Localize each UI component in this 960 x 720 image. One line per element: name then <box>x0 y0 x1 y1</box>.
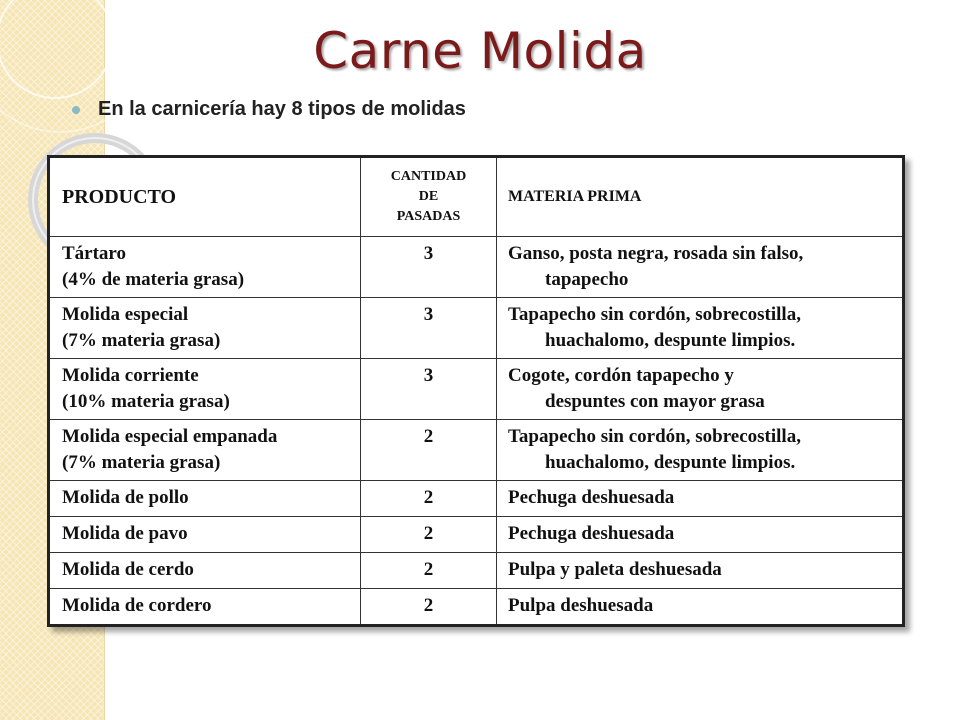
table-row <box>49 420 904 481</box>
cell-producto: Molida de cordero <box>49 589 361 626</box>
cell-producto <box>49 359 361 420</box>
cell-materia: Pechuga deshuesada <box>497 517 904 553</box>
table-row <box>49 237 904 298</box>
table-row <box>49 589 904 626</box>
cell-pasadas: 2 <box>361 589 497 626</box>
cell-materia <box>497 298 904 359</box>
header-cantidad-line: DE <box>418 189 439 204</box>
materia-line: huachalomo, despunte limpios. <box>545 452 796 473</box>
producto-note: (7% materia grasa) <box>62 452 221 473</box>
producto-note: (10% materia grasa) <box>62 391 230 412</box>
cell-materia: Pulpa y paleta deshuesada <box>497 553 904 589</box>
producto-name: Molida especial empanada <box>62 426 278 447</box>
producto-note: (7% materia grasa) <box>62 330 221 351</box>
producto-name: Tártaro <box>62 243 127 264</box>
cell-materia: Pechuga deshuesada <box>497 481 904 517</box>
materia-line: despuntes con mayor grasa <box>545 391 765 412</box>
header-cantidad <box>361 157 497 237</box>
table-row <box>49 553 904 589</box>
producto-name: Molida corriente <box>62 365 199 386</box>
cell-materia: Pulpa deshuesada <box>497 589 904 626</box>
cell-pasadas: 2 <box>361 420 497 481</box>
header-producto: PRODUCTO <box>49 157 361 237</box>
producto-note: (4% de materia grasa) <box>62 269 245 290</box>
cell-pasadas: 3 <box>361 359 497 420</box>
bullet-text: En la carnicería hay 8 tipos de molidas <box>98 98 466 120</box>
materia-line: huachalomo, despunte limpios. <box>545 330 796 351</box>
cell-pasadas: 2 <box>361 481 497 517</box>
materia-line: Ganso, posta negra, rosada sin falso, <box>508 243 804 264</box>
slide-title: Carne Molida <box>313 22 647 80</box>
cell-pasadas: 3 <box>361 237 497 298</box>
cell-producto: Molida de pollo <box>49 481 361 517</box>
cell-materia <box>497 237 904 298</box>
materia-line: tapapecho <box>545 269 629 290</box>
cell-producto: Molida de pavo <box>49 517 361 553</box>
table-row <box>49 517 904 553</box>
bullet-point <box>72 98 466 121</box>
header-cantidad-line: CANTIDAD <box>390 169 467 184</box>
cell-producto: Molida de cerdo <box>49 553 361 589</box>
table-row <box>49 298 904 359</box>
header-materia-prima: MATERIA PRIMA <box>497 157 904 237</box>
table-row <box>49 481 904 517</box>
cell-producto <box>49 237 361 298</box>
cell-materia <box>497 359 904 420</box>
cell-pasadas: 2 <box>361 517 497 553</box>
materia-line: Cogote, cordón tapapecho y <box>508 365 734 386</box>
cell-producto <box>49 298 361 359</box>
cell-producto <box>49 420 361 481</box>
bullet-dot-icon <box>72 106 80 114</box>
table-row <box>49 359 904 420</box>
header-cantidad-line: PASADAS <box>396 209 461 224</box>
materia-line: Tapapecho sin cordón, sobrecostilla, <box>508 304 801 325</box>
cell-pasadas: 2 <box>361 553 497 589</box>
cell-materia <box>497 420 904 481</box>
molidas-table <box>47 155 905 627</box>
producto-name: Molida especial <box>62 304 189 325</box>
cell-pasadas: 3 <box>361 298 497 359</box>
materia-line: Tapapecho sin cordón, sobrecostilla, <box>508 426 801 447</box>
table-header-row <box>49 157 904 237</box>
